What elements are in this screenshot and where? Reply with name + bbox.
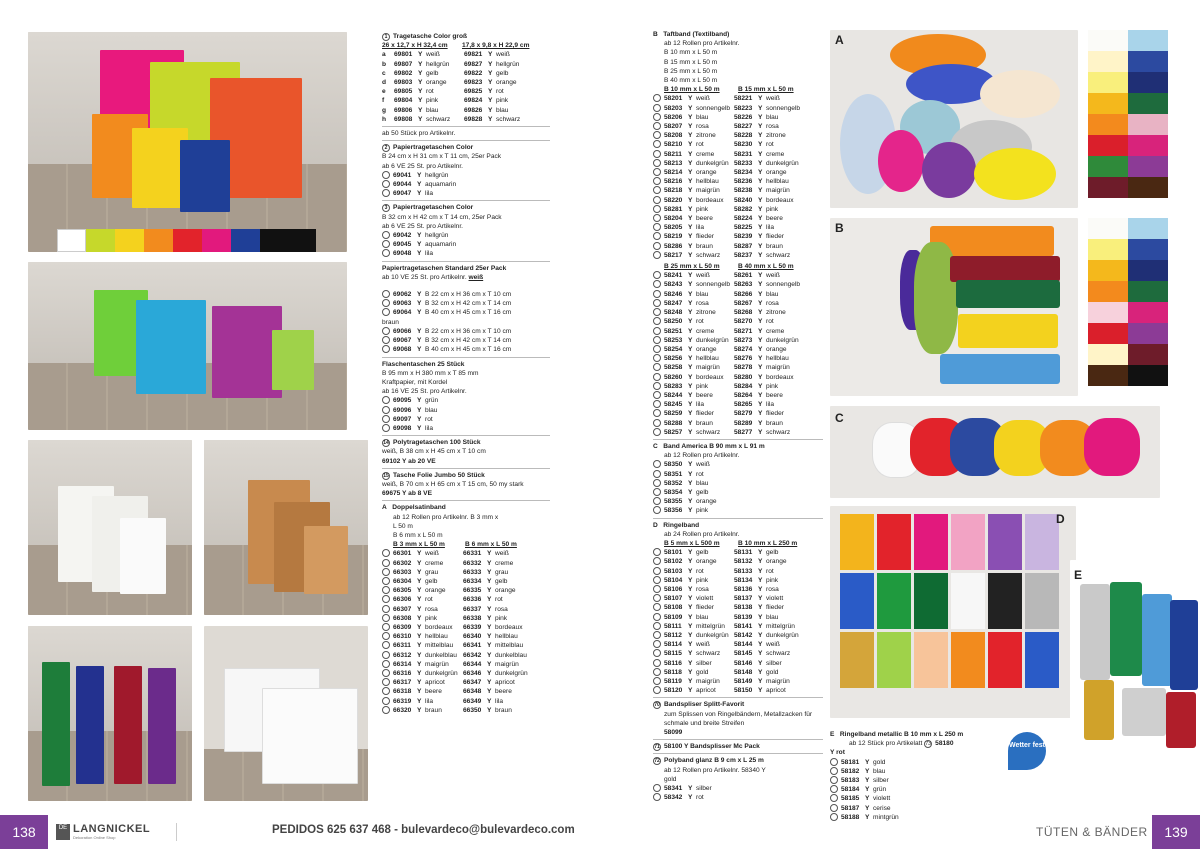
spec-text: weiß — [468, 273, 484, 281]
spec-text: B 40 mm x L 50 m — [664, 77, 718, 85]
table-row: 66311 Y mittelblau 66341 Y mittelblau — [382, 641, 550, 650]
table-row: 69096 Y blau — [382, 406, 550, 415]
table-row: 58188 Y mintgrün — [830, 813, 1005, 822]
photo-b-taffeta-ribbons — [830, 218, 1078, 396]
table-row: 58111 Y mittelgrün 58141 Y mittelgrün — [653, 622, 823, 631]
table-row: 58355 Y orange — [653, 497, 823, 506]
table-row: 58206 Y blau 58226 Y blau — [653, 113, 823, 122]
table-row: 66302 Y creme 66332 Y creme — [382, 559, 550, 568]
table-row: 58341 Y silber — [653, 784, 823, 793]
column-header: B 40 mm x L 50 m — [738, 263, 794, 271]
table-row: 58259 Y flieder 58279 Y flieder — [653, 409, 823, 418]
spec-text: weiß, B 70 cm x H 65 cm x T 15 cm, 50 my stark — [382, 480, 524, 488]
column-header: B 3 mm x L 50 m — [393, 541, 445, 549]
table-row: 58214 Y orange 58234 Y orange — [653, 168, 823, 177]
table-row: 69045 Y aquamarin — [382, 240, 550, 249]
table-row: 58243 Y sonnengelb 58263 Y sonnengelb — [653, 280, 823, 289]
table-row: 58182 Y blau — [830, 767, 1005, 776]
table-row: 58260 Y bordeaux 58280 Y bordeaux — [653, 373, 823, 382]
column-header: B 5 mm x L 500 m — [664, 539, 720, 547]
subheading: braun — [382, 318, 399, 326]
table-row: 58286 Y braun 58287 Y braun — [653, 242, 823, 251]
column-header: B 25 mm x L 50 m — [664, 263, 720, 271]
photo-label: B — [835, 221, 844, 235]
table-row: 58210 Y rot 58230 Y rot — [653, 140, 823, 149]
spec-text: ab 16 VE 25 St. pro Artikelnr. — [382, 388, 467, 396]
product-list-bags: 1 Tragetasche Color groß 26 x 12,7 x H 32,4 cm 17,8 x 9,8 x H 22,9 cm a 69801 Y weiß 69821 Y weiß b 69807 Y hellgrün 69827 Y hellgrün c 69802 Y gelb 69822 Y gelb d 69803 Y orange 69823 Y orange e 69805 Y rot 69825 Y rot f 69804 Y pink 69824 Y pink g 69806 Y blau 69826 Y blau h 69808 Y schwarz 69828 Y schwarz ab 50 Stück pro Artikelnr. 2 Papiertragetaschen Color B 24 cm x H 31 cm x T 11 cm, 25er Pack ab 6 VE 25 St. pro Artikelnr. 69041 Y hellgrün 69044 Y aquamarin 69047 Y lila 3 Papiertragetaschen Color B 32 cm x H 42 cm x T 14 cm, 25er Pack ab 6 VE 25 St. pro Artikelnr. 69042 Y hellgrün 69045 Y aquamarin 69048 Y lila Papiertragetaschen Standard 25er Pack ab 10 VE 25 St. pro Artikelnr. weiß 69062 Y B 22 cm x H 36 cm x T 10 cm 69063 Y B 32 cm x H 42 cm x T 14 cm 69064 Y B 40 cm x H 45 cm x T 16 cm braun 69066 Y B 22 cm x H 36 cm x T 10 cm 69067 Y B 32 cm x H 42 cm x T 14 cm 69068 Y B 40 cm x H 45 cm x T 16 cm Flaschentaschen 25 Stück B 95 mm x H 380 mm x T 85 mm Kraftpapier, mit Kordel ab 16 VE 25 St. pro Artikelnr. 69095 Y grün 69096 Y blau 69097 Y rot 69098 Y lila 14 Polytragetaschen 100 Stück weiß, B 38 cm x H 45 cm x T 10 cm 69102 Y ab 20 VE 15 Tasche Folie Jumbo 50 Stück weiß, B 70 cm x H 65 cm x T 15 cm, 50 my stark 69675 Y ab 8 VE A Doppelsatinband ab 12 Rollen pro Artikelnr. B 3 mm x L 50 m B 6 mm x L 50 m B 3 mm x L 50 m B 6 mm x L 50 m 66301 Y weiß 66331 Y weiß 66302 Y creme 66332 Y creme 66303 Y grau 66333 Y grau 66304 Y gelb 66334 Y gelb 66305 Y orange 66335 Y orange 66306 Y rot 66336 Y rot 66307 Y rosa 66337 Y rosa 66308 Y pink 66338 Y pink 66309 Y bordeaux 66339 Y bordeaux 66310 Y hellblau 66340 Y hellblau 66311 Y mittelblau 66341 Y mittelblau 66312 Y dunkelblau 66342 Y dunkelblau 66314 Y maigrün 66344 Y maigrün 66316 Y dunkelgrün 66346 Y dunkelgrün 66317 Y apricot 66347 Y apricot 66318 Y beere 66348 Y beere 66319 Y lila 66349 Y lila 66320 Y braun 66350 Y braun — [382, 32, 550, 715]
spec-text: ab 24 Rollen pro Artikelnr. — [664, 530, 740, 538]
table-row: 66320 Y braun 66350 Y braun — [382, 706, 550, 715]
spec-text: schmale und breite Streifen — [664, 719, 745, 727]
page-number-right: 139 — [1152, 815, 1200, 849]
table-row: 58107 Y violett 58137 Y violett — [653, 594, 823, 603]
table-row: 58112 Y dunkelgrün 58142 Y dunkelgrün — [653, 631, 823, 640]
table-row: 58254 Y orange 58274 Y orange — [653, 345, 823, 354]
spec-text: ab 6 VE 25 St. pro Artikelnr. — [382, 222, 464, 230]
table-row: 69048 Y lila — [382, 249, 550, 258]
spec-text: L 50 m — [393, 522, 413, 530]
table-row: 66319 Y lila 66349 Y lila — [382, 697, 550, 706]
table-row: d 69803 Y orange 69823 Y orange — [382, 79, 517, 87]
table-row: 58204 Y beere 58224 Y beere — [653, 214, 823, 223]
table-row: 58101 Y gelb 58131 Y gelb — [653, 548, 823, 557]
spec-text: B 15 mm x L 50 m — [664, 58, 718, 66]
table-row: 58184 Y grün — [830, 785, 1005, 794]
table-row: 66316 Y dunkelgrün 66346 Y dunkelgrün — [382, 669, 550, 678]
spec-text: ab 12 Rollen pro Artikelnr. 58340 Y — [664, 766, 766, 774]
table-row: 58120 Y apricot 58150 Y apricot — [653, 686, 823, 695]
photo-label: E — [1074, 568, 1083, 582]
column-header: B 10 mm x L 250 m — [738, 539, 798, 547]
table-row: 69041 Y hellgrün — [382, 171, 550, 180]
photo-poly-bags — [204, 626, 368, 801]
logo-mark-icon: DE — [56, 824, 70, 840]
spec-text: ab 12 Rollen pro Artikelnr. B 3 mm x — [393, 513, 499, 521]
spec-text: ab 10 VE 25 St. pro Artikelnr. — [382, 273, 467, 281]
spec-text: ab 12 Stück pro Artikelatt — [849, 740, 923, 748]
spec-text: B 25 mm x L 50 m — [664, 67, 718, 75]
section-title: Flaschentaschen 25 Stück — [382, 360, 465, 368]
table-row: b 69807 Y hellgrün 69827 Y hellgrün — [382, 60, 520, 68]
table-row: 58351 Y rot — [653, 470, 823, 479]
table-row: 58208 Y zitrone 58228 Y zitrone — [653, 131, 823, 140]
table-row: 58102 Y orange 58132 Y orange — [653, 557, 823, 566]
photo-color-bags — [28, 32, 347, 252]
column-header: B 15 mm x L 50 m — [738, 86, 794, 94]
photo-bottle-bags — [28, 626, 192, 801]
spec-text: zum Splissen von Ringelbändern, Metallzacken für — [664, 710, 813, 718]
table-row: 66307 Y rosa 66337 Y rosa — [382, 605, 550, 614]
table-row: 66301 Y weiß 66331 Y weiß — [382, 549, 550, 558]
table-row: 69042 Y hellgrün — [382, 231, 550, 240]
table-row: 58220 Y bordeaux 58240 Y bordeaux — [653, 196, 823, 205]
item-row: 69102 Y ab 20 VE — [382, 457, 436, 465]
table-row: e 69805 Y rot 69825 Y rot — [382, 88, 504, 96]
table-row: 69098 Y lila — [382, 424, 550, 433]
table-row: 66306 Y rot 66336 Y rot — [382, 595, 550, 604]
table-row: 69066 Y B 22 cm x H 36 cm x T 10 cm — [382, 327, 550, 336]
table-row: h 69808 Y schwarz 69828 Y schwarz — [382, 115, 521, 123]
table-row: 69095 Y grün — [382, 396, 550, 405]
table-row: a 69801 Y weiß 69821 Y weiß — [382, 51, 510, 59]
photo-label: C — [835, 411, 844, 425]
table-row: 69097 Y rot — [382, 415, 550, 424]
table-row: 69068 Y B 40 cm x H 45 cm x T 16 cm — [382, 345, 550, 354]
table-row: 58288 Y braun 58289 Y braun — [653, 419, 823, 428]
photo-label: A — [835, 33, 844, 47]
photo-a-satin-ribbons — [830, 30, 1078, 208]
table-row: 66318 Y beere 66348 Y beere — [382, 687, 550, 696]
item-row: 69675 Y ab 8 VE — [382, 490, 432, 498]
spec-text: ab 12 Rollen pro Artikelnr. — [664, 40, 740, 48]
item-row: 58100 Y Bandsplisser Mc Pack — [664, 743, 760, 751]
table-row: 58217 Y schwarz 58237 Y schwarz — [653, 251, 823, 260]
item-row: Y rot — [830, 749, 845, 757]
table-row: 58114 Y weiß 58144 Y weiß — [653, 640, 823, 649]
footer-left — [0, 815, 600, 849]
section-title: Papiertragetaschen Standard 25er Pack — [382, 264, 507, 272]
table-row: 58211 Y creme 58231 Y creme — [653, 150, 823, 159]
table-row: 58103 Y rot 58133 Y rot — [653, 567, 823, 576]
color-palette-b — [1088, 218, 1168, 386]
column-header: B 6 mm x L 50 m — [465, 541, 517, 549]
column-header: 17,8 x 9,8 x H 22,9 cm — [462, 42, 530, 50]
page-number-left: 138 — [0, 815, 48, 849]
spec-text: B 6 mm x L 50 m — [393, 531, 443, 539]
product-list-metallic: E Ringelband metallic B 10 mm x L 250 m ab 12 Stück pro Artikelatt 73 58180 Y rot 58181 Y gold 58182 Y blau 58183 Y silber 58184 Y grün 58185 Y violett 58187 Y cerise 58188 Y mintgrün — [830, 730, 1005, 822]
section-title: Bandspliser Splitt-Favorit — [664, 701, 745, 709]
table-row: 66304 Y gelb 66334 Y gelb — [382, 577, 550, 586]
brand-logo — [56, 823, 150, 840]
section-title: Doppelsatinband — [392, 504, 446, 512]
table-row: 69067 Y B 32 cm x H 42 cm x T 14 cm — [382, 336, 550, 345]
table-row: 69062 Y B 22 cm x H 36 cm x T 10 cm — [382, 290, 550, 299]
footer-right — [600, 815, 1200, 849]
item-row: 58099 — [664, 729, 683, 737]
table-row: 66303 Y grau 66333 Y grau — [382, 568, 550, 577]
photo-white-bags — [28, 440, 192, 615]
table-row: 58256 Y hellblau 58276 Y hellblau — [653, 354, 823, 363]
table-row: g 69806 Y blau 69826 Y blau — [382, 106, 509, 114]
spec-text: B 32 cm x H 42 cm x T 14 cm, 25er Pack — [382, 213, 502, 221]
spec-text: gold — [664, 775, 677, 783]
photo-label: D — [1056, 512, 1065, 526]
photo-paper-bags — [28, 262, 347, 430]
table-row: 58244 Y beere 58264 Y beere — [653, 391, 823, 400]
table-row: 58106 Y rosa 58136 Y rosa — [653, 585, 823, 594]
spec-text: weiß, B 38 cm x H 45 cm x T 10 cm — [382, 448, 486, 456]
table-row: 58118 Y gold 58148 Y gold — [653, 668, 823, 677]
table-row: 58116 Y silber 58146 Y silber — [653, 659, 823, 668]
table-row: 58205 Y lila 58225 Y lila — [653, 223, 823, 232]
table-row: 58257 Y schwarz 58277 Y schwarz — [653, 428, 823, 437]
table-row: c 69802 Y gelb 69822 Y gelb — [382, 69, 509, 77]
spec-text: B 95 mm x H 380 mm x T 85 mm — [382, 369, 479, 377]
table-row: 58109 Y blau 58139 Y blau — [653, 613, 823, 622]
brand-tagline: Dekoration Online Shop — [73, 835, 116, 840]
table-row: 58241 Y weiß 58261 Y weiß — [653, 271, 823, 280]
table-row: 69047 Y lila — [382, 189, 550, 198]
table-row: 58253 Y dunkelgrün 58273 Y dunkelgrün — [653, 336, 823, 345]
brand-name: LANGNICKEL — [73, 823, 151, 835]
table-row: 58104 Y pink 58134 Y pink — [653, 576, 823, 585]
spec-text: ab 12 Rollen pro Artikelnr. — [664, 452, 740, 460]
table-row: 58281 Y pink 58282 Y pink — [653, 205, 823, 214]
section-title: Tasche Folie Jumbo 50 Stück — [393, 471, 485, 479]
photo-c-band-america — [830, 406, 1160, 498]
table-row: 66312 Y dunkelblau 66342 Y dunkelblau — [382, 651, 550, 660]
spec-text: ab 6 VE 25 St. pro Artikelnr. — [382, 162, 464, 170]
photo-e-metallic-ribbon — [1070, 560, 1198, 780]
table-row: 66305 Y orange 66335 Y orange — [382, 586, 550, 595]
table-row: f 69804 Y pink 69824 Y pink — [382, 97, 509, 105]
table-row: 58203 Y sonnengelb 58223 Y sonnengelb — [653, 104, 823, 113]
weatherproof-badge-icon — [1008, 732, 1046, 770]
column-header: B 10 mm x L 50 m — [664, 86, 720, 94]
table-row: 58219 Y flieder 58239 Y flieder — [653, 232, 823, 241]
table-row: 58258 Y maigrün 58278 Y maigrün — [653, 363, 823, 372]
table-row: 58119 Y maigrün 58149 Y maigrün — [653, 677, 823, 686]
table-row: 58350 Y weiß — [653, 460, 823, 469]
table-row: 58108 Y flieder 58138 Y flieder — [653, 603, 823, 612]
table-row: 58283 Y pink 58284 Y pink — [653, 382, 823, 391]
table-row: 58352 Y blau — [653, 479, 823, 488]
note-text: ab 50 Stück pro Artikelnr. — [382, 130, 456, 138]
contact-line: PEDIDOS 625 637 468 - bulevardeco@bulevardeco.com — [272, 824, 575, 836]
table-row: 58183 Y silber — [830, 776, 1005, 785]
item-row: 58180 — [935, 740, 954, 748]
column-header: 26 x 12,7 x H 32,4 cm — [382, 42, 448, 50]
table-row: 69044 Y aquamarin — [382, 180, 550, 189]
table-row: 58248 Y zitrone 58268 Y zitrone — [653, 308, 823, 317]
section-title: Polyband glanz B 9 cm x L 25 m — [664, 757, 764, 765]
table-row: 58201 Y weiß 58221 Y weiß — [653, 94, 823, 103]
table-row: 58213 Y dunkelgrün 58233 Y dunkelgrün — [653, 159, 823, 168]
table-row: 66310 Y hellblau 66340 Y hellblau — [382, 632, 550, 641]
table-row: 58356 Y pink — [653, 506, 823, 515]
badge-text: Wetter fest — [1008, 742, 1046, 749]
section-title: Papiertragetaschen Color — [393, 144, 474, 152]
table-row: 58187 Y cerise — [830, 804, 1005, 813]
table-row: 58115 Y schwarz 58145 Y schwarz — [653, 649, 823, 658]
photo-kraft-bags — [204, 440, 368, 615]
spec-text: Kraftpapier, mit Kordel — [382, 378, 448, 386]
section-title: Ringelband — [663, 521, 700, 529]
table-row: 69064 Y B 40 cm x H 45 cm x T 16 cm — [382, 308, 550, 317]
table-row: 58216 Y hellblau 58236 Y hellblau — [653, 177, 823, 186]
table-row: 58245 Y lila 58265 Y lila — [653, 400, 823, 409]
product-list-ribbons: B Taftband (Textilband) ab 12 Rollen pro Artikelnr. B 10 mm x L 50 m B 15 mm x L 50 m B 25 mm x L 50 m B 40 mm x L 50 m B 10 mm x L 50 m B 15 mm x L 50 m 58201 Y weiß 58221 Y weiß 58203 Y sonnengelb 58223 Y sonnengelb 58206 Y blau 58226 Y blau 58207 Y rosa 58227 Y rosa 58208 Y zitrone 58228 Y zitrone 58210 Y rot 58230 Y rot 58211 Y creme 58231 Y creme 58213 Y dunkelgrün 58233 Y dunkelgrün 58214 Y orange 58234 Y orange 58216 Y hellblau 58236 Y hellblau 58218 Y maigrün 58238 Y maigrün 58220 Y bordeaux 58240 Y bordeaux 58281 Y pink 58282 Y pink 58204 Y beere 58224 Y beere 58205 Y lila 58225 Y lila 58219 Y flieder 58239 Y flieder 58286 Y braun 58287 Y braun 58217 Y schwarz 58237 Y schwarz B 25 mm x L 50 m B 40 mm x L 50 m 58241 Y weiß 58261 Y weiß 58243 Y sonnengelb 58263 Y sonnengelb 58246 Y blau 58266 Y blau 58247 Y rosa 58267 Y rosa 58248 Y zitrone 58268 Y zitrone 58250 Y rot 58270 Y rot 58251 Y creme 58271 Y creme 58253 Y dunkelgrün 58273 Y dunkelgrün 58254 Y orange 58274 Y orange 58256 Y hellblau 58276 Y hellblau 58258 Y maigrün 58278 Y maigrün 58260 Y bordeaux 58280 Y bordeaux 58283 Y pink 58284 Y pink 58244 Y beere 58264 Y beere 58245 Y lila 58265 Y lila 58259 Y flieder 58279 Y flieder 58288 Y braun 58289 Y braun 58257 Y schwarz 58277 Y schwarz C Band America B 90 mm x L 91 m ab 12 Rollen pro Artikelnr. 58350 Y weiß 58351 Y rot 58352 Y blau 58354 Y gelb 58355 Y orange 58356 Y pink D Ringelband ab 24 Rollen pro Artikelnr. B 5 mm x L 500 m B 10 mm x L 250 m 58101 Y gelb 58131 Y gelb 58102 Y orange 58132 Y orange 58103 Y rot 58133 Y rot 58104 Y pink 58134 Y pink 58106 Y rosa 58136 Y rosa 58107 Y violett 58137 Y violett 58108 Y flieder 58138 Y flieder 58109 Y blau 58139 Y blau 58111 Y mittelgrün 58141 Y mittelgrün 58112 Y dunkelgrün 58142 Y dunkelgrün 58114 Y weiß 58144 Y weiß 58115 Y schwarz 58145 Y schwarz 58116 Y silber 58146 Y silber 58118 Y gold 58148 Y gold 58119 Y maigrün 58149 Y maigrün 58120 Y apricot 58150 Y apricot 70 Bandspliser Splitt-Favorit zum Splissen von Ringelbändern, Metallzacken für schmale und breite Streifen 58099 71 58100 Y Bandsplisser Mc Pack 72 Polyband glanz B 9 cm x L 25 m ab 12 Rollen pro Artikelnr. 58340 Y gold 58341 Y silber 58342 Y rot — [653, 30, 823, 802]
table-row: 58218 Y maigrün 58238 Y maigrün — [653, 186, 823, 195]
item-marker-icon: 1 — [382, 33, 390, 41]
section-title: Papiertragetaschen Color — [393, 204, 474, 212]
section-name: TÜTEN & BÄNDER — [1036, 825, 1148, 839]
table-row: 66317 Y apricot 66347 Y apricot — [382, 678, 550, 687]
table-row: 69063 Y B 32 cm x H 42 cm x T 14 cm — [382, 299, 550, 308]
table-row: 58181 Y gold — [830, 758, 1005, 767]
spec-text: B 10 mm x L 50 m — [664, 49, 718, 57]
table-row: 66308 Y pink 66338 Y pink — [382, 614, 550, 623]
section-title: Taftband (Textilband) — [663, 31, 730, 38]
section-title: Ringelband metallic B 10 mm x L 250 m — [839, 731, 964, 738]
table-row: 58246 Y blau 58266 Y blau — [653, 290, 823, 299]
table-row: 58342 Y rot — [653, 793, 823, 802]
section-title: Tragetasche Color groß — [393, 33, 468, 40]
table-row: 58251 Y creme 58271 Y creme — [653, 327, 823, 336]
table-row: 66309 Y bordeaux 66339 Y bordeaux — [382, 623, 550, 632]
table-row: 58250 Y rot 58270 Y rot — [653, 317, 823, 326]
table-row: 58354 Y gelb — [653, 488, 823, 497]
color-palette-a — [1088, 30, 1168, 198]
section-title: Polytragetaschen 100 Stück — [393, 439, 481, 447]
spec-text: B 24 cm x H 31 cm x T 11 cm, 25er Pack — [382, 153, 502, 161]
section-title: Band America B 90 mm x L 91 m — [663, 442, 765, 450]
table-row: 58247 Y rosa 58267 Y rosa — [653, 299, 823, 308]
table-row: 58185 Y violett — [830, 794, 1005, 803]
table-row: 66314 Y maigrün 66344 Y maigrün — [382, 660, 550, 669]
photo-d-curling-ribbon — [830, 506, 1076, 718]
table-row: 58207 Y rosa 58227 Y rosa — [653, 122, 823, 131]
